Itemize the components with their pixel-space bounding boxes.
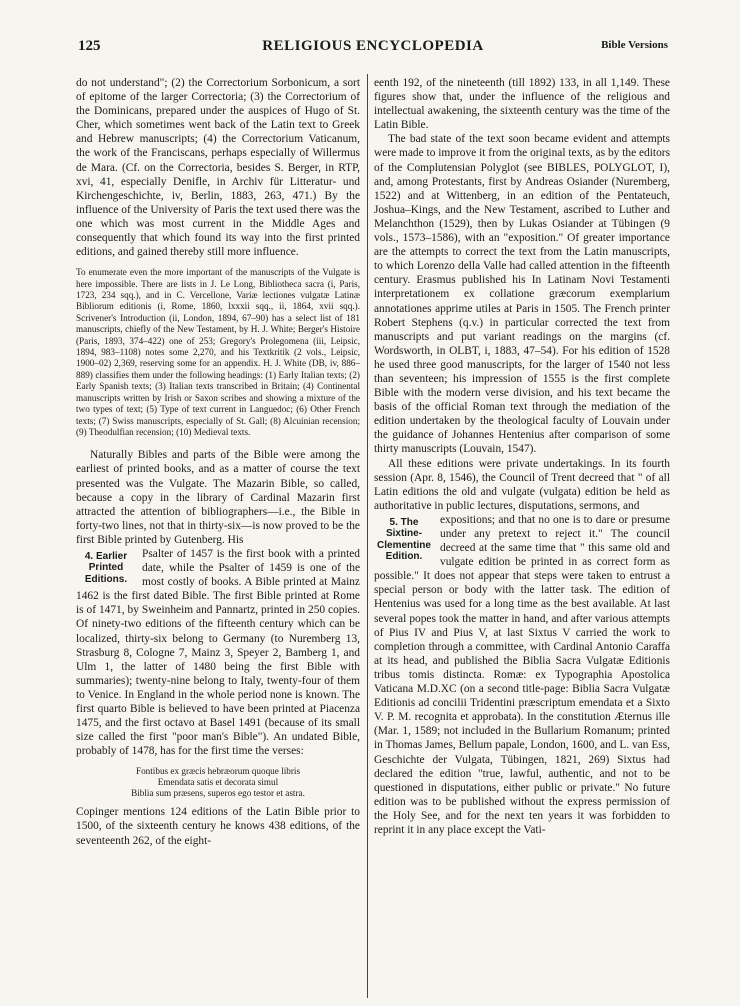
latin-verses bbox=[76, 766, 360, 799]
page-number: 125 bbox=[78, 38, 101, 54]
left-paragraph-2: Naturally Bibles and parts of the Bible were among the earliest of printed books, and as a matter of course the text presented was the Vulgate. The Mazarin Bible, so called, because a copy in the library of Cardinal Mazarin first attracted the attention of bibliographers—i.e., the Bible in forty-two lines, not that in thirty-six—is now proved to be the first Bible printed by Gutenberg. His bbox=[76, 449, 360, 546]
running-title: RELIGIOUS ENCYCLOPEDIA bbox=[262, 38, 484, 54]
sidehead-sixtine-clementine-edition: 5. The Sixtine-Clementine Edition. bbox=[377, 516, 431, 563]
verse-line-3: Biblia sum præsens, superos ego testor et astra. bbox=[131, 788, 305, 799]
right-column bbox=[374, 76, 670, 996]
right-paragraph-4: expositions; and that no one is to dare or presume under any pretext to reject it." The council decreed at the same time that " this same old and vulgate edition be printed in as correct form as possible." It does not appear that steps were taken to entrust a special person or body with the latter task. The edition of Hentenius was used for a long time as the best available. At last several popes took the matter in hand, and after various attempts of Pius IV and Pius V, at last Sixtus V carried the work to completion through a committee, with Cardinal Antonio Caraffa at its head, and published the Biblia Sacra Vulgatæ Editionis tribus tomis distincta. Romæ: ex Typographia Apostolica Vaticana M.D.XC (on a second title-page: Biblia Sacra Vulgatæ Editionis ad concilii Tridentini præscriptum emendata et a Sixto V. P. M. recognita et approbata). In the constitution Æternus ille (Mar. 1, 1589; not included in the Bullarium Romanum; printed in Thomas James, Bellum papale, London, 1600, and L. van Ess, Geschichte der Vulgata, Tübingen, 1821, 269) Sixtus had declared the edition "true, lawful, authentic, and not to be questioned in disputations, either public or private." No future edition was to be published without the express permission of the Holy See, and for the next ten years it was forbidden to reprint it in any place except the Vati- bbox=[374, 513, 670, 836]
right-paragraph-3: All these editions were private undertakings. In its fourth session (Apr. 8, 1546), the Council of Trent decreed that " of all Latin editions the old and vulgate (vulgata) edition be held as authoritative in public lectures, disputations, sermons, and bbox=[374, 457, 670, 512]
right-paragraph-2: The bad state of the text soon became evident and attempts were made to improve it from the original texts, as by the editors of the Complutensian Polyglot (see BIBLES, POLYGLOT, I), and, among Protestants, first by Andreas Osiander (Nuremberg, 1522) and at Wittenberg, in an edition of the Pentateuch, Joshua–Kings, and the New Testament, ascribed to Luther and Melanchthon (1529), then by Lukas Osiander at Tübingen (9 vols., 1573–1586), with an "exposition." Of greater importance are the attempts to correct the text from the Latin manuscripts, to which Lorenzo della Valle had called attention in the fifteenth century. Erasmus published his In Latinam Novi Testamenti interpretationem ex collatione græcorum exemplarium annotationes apprime utiles at Paris in 1505. The French printer Robert Stephens (q.v.) in particular corrected the text from manuscripts and put variant readings on the margins (cf. Wordsworth, in OLBT, i, 1883, 47–54). For his edition of 1528 he used three good manuscripts, for the larger of 1540 not less than seventeen; his impression of 1555 is the first complete Bible with the modern verse division, and his text became the basis of the official Roman text through the mediation of the edition undertaken by the theological faculty of Louvain under the guidance of Johannes Hentenius after comparison of some thirty manuscripts (Louvain, 1547). bbox=[374, 133, 670, 456]
left-column bbox=[76, 76, 360, 996]
verse-line-2: Emendata satis et decorata simul bbox=[157, 777, 279, 788]
sidehead-earlier-printed-editions: 4. Earlier Printed Editions. bbox=[84, 550, 128, 585]
column-rule bbox=[367, 74, 368, 998]
manuscripts-note: To enumerate even the more important of the manuscripts of the Vulgate is here impossible. There are lists in J. Le Long, Bibliotheca sacra (i, Paris, 1723, 234 sqq.), and in C. Vercellone, Variæ lectiones vulgatæ Latinæ Bibliorum editionis (i, Rome, 1860, lxxxii sqq., ii, 1864, xvii sqq.). Scrivener's Introduction (ii, London, 1894, 67–90) has a select list of 181 manuscripts, chiefly of the New Testament, by H. J. White; Berger's Histoire (Paris, 1893, 374–422) one of 253; Gregory's Prolegomena (iii, Leipsic, 1894, 983–1108) notes some 2,270, and his Textkritik (2 vols., Leipsic, 1900–02) 2,369, reserving some for an appendix. H. J. White (DB, iv, 886–889) classifies them under the following headings: (1) Early Italian texts; (2) Early Spanish texts; (3) Italian texts transcribed in Britain; (4) Continental manuscripts written by Irish or Saxon scribes and showing a mixture of the two types of text; (5) Type of text current in Languedoc; (6) Other French texts; (7) Swiss manuscripts, especially of St. Gall; (8) Alcuinian recension; (9) Theodulfian recension; (10) Medieval texts. bbox=[76, 267, 360, 437]
verse-line-1: Fontibus ex græcis hebræorum quoque libris bbox=[135, 766, 301, 777]
left-paragraph-3: Psalter of 1457 is the first book with a printed date, while the Psalter of 1459 is one of the most costly of books. A Bible printed at Mainz 1462 is the first dated Bible. The first Bible printed at Rome is of 1471, by Sweinheim and Pannartz, printed in 250 copies. Of ninety-two editions of the fifteenth century which can be localized, thirty-six belong to Germany (to Nuremberg 13, Strasburg 8, Cologne 7, Mainz 3, Speyer 2, Bamberg 1, and Ulm 1, the latter of 1480 being the first Bible with summaries); twenty-nine belong to Italy, twenty-four of them to Venice. In England in the whole period none is known. The first quarto Bible is believed to have been printed at Piacenza 1475, and the first octavo at Basel 1491 (because of its small size called the first "poor man's Bible"). An undated Bible, probably of 1478, has for the first time the verses: bbox=[76, 547, 360, 758]
left-paragraph-4: Copinger mentions 124 editions of the Latin Bible prior to 1500, of the sixteenth century he knows 438 editions, of the seventeenth 262, of the eight- bbox=[76, 806, 360, 847]
page-header bbox=[78, 38, 668, 62]
right-paragraph-1: eenth 192, of the nineteenth (till 1892) 133, in all 1,149. These figures show that, under the influence of the religious and intellectual awakening, the sixteenth century was the time of the Latin Bible. bbox=[374, 77, 670, 132]
left-paragraph-1: do not understand"; (2) the Correctorium Sorbonicum, a sort of epitome of the larger Correctoria; (3) the Correctorium of the Dominicans, prepared under the auspices of Hugo of St. Cher, which sometimes went back of the Latin text to Greek and Hebrew manuscripts; (4) the Correctorium Vaticanum, the work of the Franciscans, perhaps especially of Willermus de Mara. (Cf. on the Correctoria, besides S. Berger, in RTP, xvi, 41, especially Denifle, in Archiv für Litteratur- und Kirchengeschichte, iv, Berlin, 1883, 263, 471.) By the influence of the University of Paris the text used there was the one which was most current in the Middle Ages and consequently that which found its way into the first printed editions, and gained thereby still more influence. bbox=[76, 77, 360, 259]
section-title: Bible Versions bbox=[601, 39, 668, 51]
